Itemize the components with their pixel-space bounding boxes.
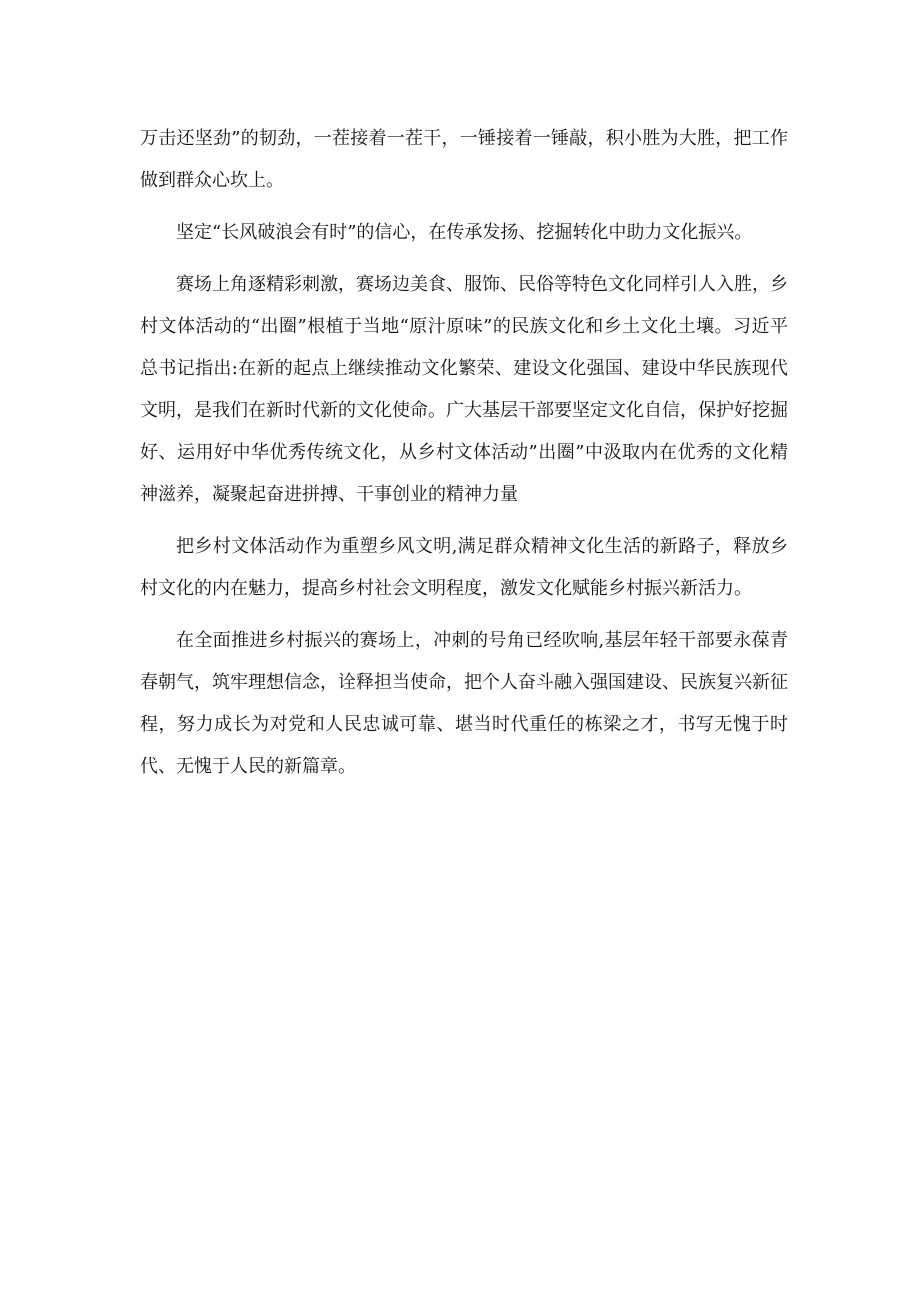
- paragraph-continuation: 万击还坚劲”的韧劲，一茬接着一茬干，一锤接着一锤敲，积小胜为大胜，把工作做到群众心坎上。: [140, 128, 788, 191]
- document-body: [140, 118, 788, 798]
- paragraph-conclusion: 在全面推进乡村振兴的赛场上，冲刺的号角已经吹响,基层年轻干部要永葆青春朝气，筑牢理想信念，诠释担当使命，把个人奋斗融入强国建设、民族复兴新征程，努力成长为对党和人民忠诚可靠、堪当时代重任的栋梁之才，书写无愧于时代、无愧于人民的新篇章。: [140, 630, 788, 777]
- paragraph-rural-civilization: 把乡村文体活动作为重塑乡风文明,满足群众精神文化生活的新路子，释放乡村文化的内在魅力，提高乡村社会文明程度，激发文化赋能乡村振兴新活力。: [140, 536, 788, 599]
- paragraph-confidence: 坚定“长风破浪会有时”的信心，在传承发扬、挖掘转化中助力文化振兴。: [176, 222, 753, 243]
- paragraph-culture: 赛场上角逐精彩刺激，赛场边美食、服饰、民俗等特色文化同样引人入胜，乡村文体活动的“出圈”根植于当地“原汁原味”的民族文化和乡土文化土壤。习近平总书记指出:在新的起点上继续推动文化繁荣、建设文化强国、建设中华民族现代文明，是我们在新时代新的文化使命。广大基层干部要坚定文化自信，保护好挖掘好、运用好中华优秀传统文化，从乡村文体活动”出圈”中汲取内在优秀的文化精神滋养，凝聚起奋进拼搏、干事创业的精神力量: [140, 274, 788, 505]
